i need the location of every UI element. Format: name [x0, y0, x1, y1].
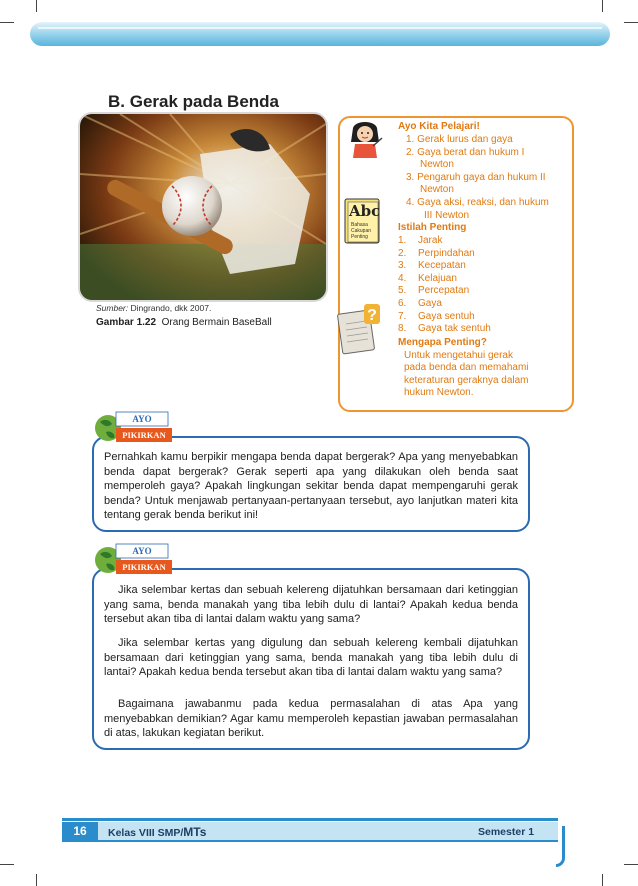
terms-title: Istilah Penting [398, 222, 467, 233]
why-title: Mengapa Penting? [398, 337, 487, 348]
term-item: 7. Gaya sentuh [398, 310, 475, 322]
footer-class: Kelas VIII SMP/MTs [108, 825, 207, 839]
why-line: keteraturan geraknya dalam [404, 374, 529, 386]
crop-mark [624, 22, 638, 23]
svg-text:?: ? [367, 307, 377, 324]
term-item: 4. Kelajuan [398, 272, 457, 284]
learn-title: Ayo Kita Pelajari! [398, 121, 480, 132]
ayo-pikirkan-badge [94, 406, 174, 450]
why-line: Untuk mengetahui gerak [404, 349, 513, 361]
learn-item: III Newton [424, 209, 470, 221]
baseball-photo [80, 114, 326, 300]
abc-sublabel: Bahasa Cakupan Penting [351, 222, 372, 240]
footer-semester: Semester 1 [478, 826, 535, 838]
term-item: 6. Gaya [398, 297, 442, 309]
learn-item: 3. Pengaruh gaya dan hukum II [406, 171, 546, 183]
term-item: 3. Kecepatan [398, 260, 466, 272]
crop-mark [624, 864, 638, 865]
badge-pikirkan-label: PIKIRKAN [122, 562, 166, 572]
crop-mark [0, 22, 14, 23]
box2-paragraph-3: Bagaimana jawabanmu pada kedua permasalahan di atas Apa yang menyebabkan demikian? Agar kamu memperoleh kepastian jawaban permasalahan di atas, lakukan kegiatan berikut. [104, 698, 518, 739]
header-bar [30, 22, 610, 46]
badge-ayo-label: AYO [132, 414, 152, 424]
figure-source: Sumber: Dingrando, dkk 2007. [96, 303, 212, 313]
student-girl-icon [345, 120, 385, 160]
learn-item: 4. Gaya aksi, reaksi, dan hukum [406, 197, 549, 208]
learn-item: 2. Gaya berat dan hukum I [406, 146, 525, 158]
learn-item: Newton [420, 159, 454, 171]
term-item: 2. Perpindahan [398, 247, 475, 259]
learn-item: 1. Gerak lurus dan gaya [406, 134, 513, 145]
box2-paragraph-2: Jika selembar kertas yang digulung dan sebuah kelereng kembali dijatuhkan bersamaan dari ketinggian yang sama, benda manakah yang tiba lebih dulu di lantai? Apakah kedua benda tersebut akan tiba di lantai dalam waktu yang sama? [104, 637, 518, 678]
ayo-pikirkan-badge [94, 538, 174, 582]
crop-mark [602, 874, 603, 886]
section-title: B. Gerak pada Benda [108, 92, 280, 111]
question-book-icon [336, 302, 384, 356]
box2-paragraph-1: Jika selembar kertas dan sebuah kelereng dijatuhkan bersamaan dari ketinggian yang sama, benda manakah yang tiba lebih dulu di lantai? Apakah kedua benda tersebut akan tiba di lantai dalam waktu yang sama? [104, 584, 518, 625]
box1-text: Pernahkah kamu berpikir mengapa benda dapat bergerak? Apa yang menyebabkan benda dapat bergerak? Gerak seperti apa yang dilakukan oleh benda saat memperoleh gaya? Apakah lingkungan sekitar benda dapat mempengaruhi gerak benda? Untuk menjawab pertanyaan-pertanyaan tersebut, ayo lanjutkan materi kita tentang gerak benda berikut ini! [104, 451, 518, 521]
term-item: 5. Percepatan [398, 285, 470, 297]
term-item: 1. Jarak [398, 235, 443, 246]
why-line: hukum Newton. [404, 387, 474, 399]
learn-item: Newton [420, 184, 454, 196]
crop-mark [0, 864, 14, 865]
page-number: 16 [62, 822, 98, 840]
crop-mark [36, 0, 37, 12]
badge-pikirkan-label: PIKIRKAN [122, 430, 166, 440]
figure-caption: Gambar 1.22 Orang Bermain BaseBall [96, 317, 272, 328]
abc-label: Abc [349, 202, 381, 220]
why-line: pada benda dan memahami [404, 362, 529, 374]
abc-book-icon [342, 196, 382, 246]
crop-mark [602, 0, 603, 12]
terms-list [398, 235, 558, 336]
crop-mark [36, 874, 37, 886]
term-item: 8. Gaya tak sentuh [398, 323, 491, 335]
badge-ayo-label: AYO [132, 546, 152, 556]
